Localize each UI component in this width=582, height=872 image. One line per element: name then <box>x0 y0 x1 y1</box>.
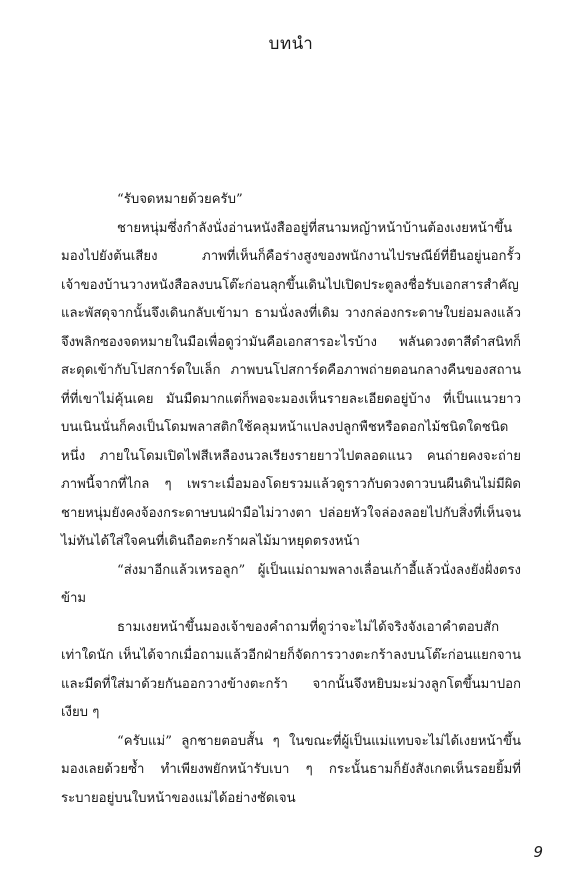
chapter-title: บทนำ <box>268 34 314 54</box>
paragraph-opening-dialogue: “รับจดหมายด้วยครับ” <box>117 192 243 207</box>
paragraph-narrative: ชายหนุ่มซึ่งกำลังนั่งอ่านหนังสืออยู่ที่สนามหญ้าหน้าบ้านต้องเงยหน้าขึ้นมองไปยังต้นเสียง ภาพที่เห็นก็คือร่างสูงของพนักงานไปรษณีย์ที่ยืนอยู่นอกรั้วเจ้าของบ้านวางหนังสือลงบนโต๊ะก่อนลุกขึ้นเดินไปเปิดประตูลงชื่อรับเอกสารสำคัญและพัสดุจากนั้นจึงเดินกลับเข้ามา ธามนั่งลงที่เดิม วางกล่องกระดาษใบย่อมลงแล้วจึงพลิกซองจดหมายในมือเพื่อดูว่ามันคือเอกสารอะไรบ้าง พลันดวงตาสีดำสนิทก็สะดุดเข้ากับโปสการ์ดใบเล็ก ภาพบนโปสการ์ดคือภาพถ่ายตอนกลางคืนของสถานที่ที่เขาไม่คุ้นเคย มันมืดมากแต่ก็พอจะมองเห็นรายละเอียดอยู่บ้าง ที่เป็นแนวยาวบนเนินนั่นก็คงเป็นโดมพลาสติกใช้คลุมหน้าแปลงปลูกพืชหรือดอกไม้ชนิดใดชนิดหนึ่ง ภายในโดมเปิดไฟสีเหลืองนวลเรียงรายยาวไปตลอดแนว คนถ่ายคงจะถ่ายภาพนี้จากที่ไกล ๆ เพราะเมื่อมองโดยรวมแล้วดูราวกับดวงดาวบนผืนดินไม่มีผิด ชายหนุ่มยังคงจ้องกระดาษบนฝ่ามือไม่วางตา ปล่อยหัวใจล่องลอยไปกับสิ่งที่เห็นจนไม่ทันได้ใส่ใจคนที่เดินถือตะกร้าผลไม้มาหยุดตรงหน้า <box>61 220 521 549</box>
paragraph-son-answer: “ครับแม่” ลูกชายตอบสั้น ๆ ในขณะที่ผู้เป็นแม่แทบจะไม่ได้เงยหน้าขึ้นมองเลยด้วยซ้ำ ทำเพียงพยักหน้ารับเบา ๆ กระนั้นธามก็ยังสังเกตเห็นรอยยิ้มที่ระบายอยู่บนใบหน้าของแม่ได้อย่างชัดเจน <box>61 733 521 806</box>
paragraph-tham-observes: ธามเงยหน้าขึ้นมองเจ้าของคำถามที่ดูว่าจะไม่ได้จริงจังเอาคำตอบสักเท่าใดนัก เห็นได้จากเมื่อถามแล้วอีกฝ่ายก็จัดการวางตะกร้าลงบนโต๊ะก่อนแยกจานและมีดที่ใส่มาด้วยกันออกวางข้างตะกร้า จากนั้นจึงหยิบมะม่วงลูกโตขึ้นมาปอกเงียบ ๆ <box>61 619 521 720</box>
body-text <box>61 186 521 813</box>
page-number: 9 <box>533 843 543 861</box>
paragraph-mother-question: “ส่งมาอีกแล้วเหรอลูก” ผู้เป็นแม่ถามพลางเลื่อนเก้าอี้แล้วนั่งลงยังฝั่งตรงข้าม <box>61 562 521 606</box>
